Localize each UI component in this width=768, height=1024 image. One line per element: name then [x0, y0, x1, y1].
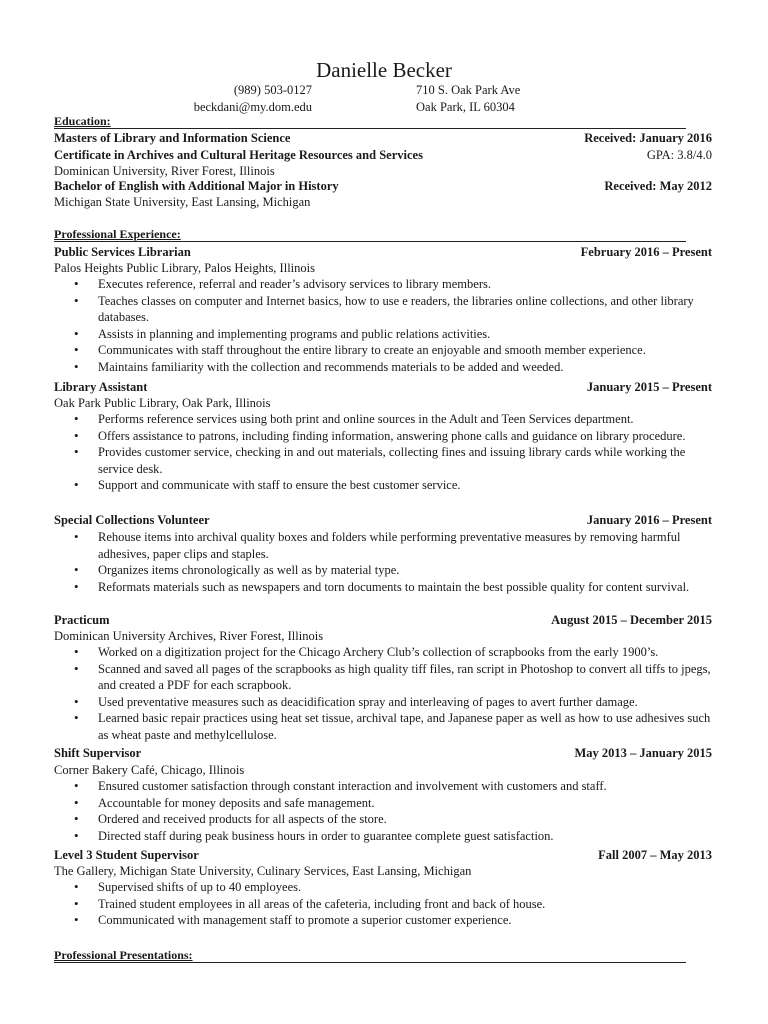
job-header: [54, 612, 712, 628]
school-dominican: Dominican University, River Forest, Illinois: [54, 164, 275, 178]
job-dates: May 2013 – January 2015: [574, 746, 712, 760]
bullet-item: • Provides customer service, checking in and out materials, collecting fines and issuing library cards while working the service desk.: [54, 444, 714, 477]
job-place: Dominican University Archives, River Forest, Illinois: [54, 629, 324, 643]
received-date-bachelor: Received: May 2012: [604, 179, 712, 193]
bullet-item: • Support and communicate with staff to ensure the best customer service.: [54, 477, 714, 494]
bullet-item: • Learned basic repair practices using heat set tissue, archival tape, and Japanese paper as well as how to use adhesives such as wheat paste and methylcellulose.: [54, 710, 714, 743]
bullet-item: • Supervised shifts of up to 40 employees.: [54, 879, 714, 896]
job-bullets: [54, 529, 714, 595]
job-dates: August 2015 – December 2015: [551, 613, 712, 627]
job-header: [54, 512, 712, 528]
job-place: Palos Heights Public Library, Palos Heights, Illinois: [54, 261, 315, 275]
job-place: The Gallery, Michigan State University, Culinary Services, East Lansing, Michigan: [54, 864, 472, 878]
school-msu: Michigan State University, East Lansing, Michigan: [54, 195, 311, 209]
bullet-item: • Assists in planning and implementing programs and public relations activities.: [54, 326, 714, 343]
job-bullets: [54, 276, 714, 376]
bullet-item: • Offers assistance to patrons, including finding information, answering phone calls and guidance on library procedure.: [54, 428, 714, 445]
bullet-item: • Ensured customer satisfaction through constant interaction and involvement with customers and staff.: [54, 778, 714, 795]
phone-number: (989) 503-0127: [233, 83, 312, 97]
bullet-item: • Trained student employees in all areas of the cafeteria, including front and back of house.: [54, 896, 714, 913]
bullet-item: • Scanned and saved all pages of the scrapbooks as high quality tiff files, ran script in Photoshop to convert all tiffs to jpegs, and created a PDF for each scrapbook.: [54, 661, 714, 694]
bullet-item: • Performs reference services using both print and online sources in the Adult and Teen Services department.: [54, 411, 714, 428]
bullet-item: • Accountable for money deposits and safe management.: [54, 795, 714, 812]
job-bullets: [54, 644, 714, 744]
job-place: Corner Bakery Café, Chicago, Illinois: [54, 763, 245, 777]
bullet-item: • Organizes items chronologically as well as by material type.: [54, 562, 714, 579]
presentations-heading: Professional Presentations:: [54, 948, 686, 963]
job-bullets: [54, 879, 714, 929]
job-title: Practicum: [54, 613, 110, 627]
bullet-item: • Communicated with management staff to promote a superior customer experience.: [54, 912, 714, 929]
job-title: Public Services Librarian: [54, 245, 191, 259]
job-dates: Fall 2007 – May 2013: [598, 848, 712, 862]
job-bullets: [54, 411, 714, 494]
job-header: [54, 379, 712, 395]
address-line-2: Oak Park, IL 60304: [416, 100, 515, 114]
candidate-name: Danielle Becker: [316, 58, 452, 82]
job-place: Oak Park Public Library, Oak Park, Illinois: [54, 396, 271, 410]
job-dates: February 2016 – Present: [580, 245, 712, 259]
bullet-item: • Rehouse items into archival quality boxes and folders while performing preventative measures by removing harmful adhesives, paper clips and staples.: [54, 529, 714, 562]
job-title: Special Collections Volunteer: [54, 513, 210, 527]
job-title: Shift Supervisor: [54, 746, 142, 760]
certificate-title: Certificate in Archives and Cultural Heritage Resources and Services: [54, 148, 423, 162]
degree-bachelor: Bachelor of English with Additional Major in History: [54, 179, 339, 193]
job-dates: January 2015 – Present: [586, 380, 712, 394]
bullet-item: • Communicates with staff throughout the entire library to create an enjoyable and smooth member experience.: [54, 342, 714, 359]
bullet-item: • Teaches classes on computer and Internet basics, how to use e readers, the libraries online collections, and other library databases.: [54, 293, 714, 326]
education-heading: Education:: [54, 114, 686, 129]
bullet-item: • Directed staff during peak business hours in order to guarantee complete guest satisfaction.: [54, 828, 714, 845]
received-date-masters: Received: January 2016: [584, 131, 712, 145]
education-row-bachelor: [54, 178, 712, 194]
job-header: [54, 745, 712, 761]
education-row-masters: [54, 130, 712, 146]
job-title: Library Assistant: [54, 380, 148, 394]
email-address: beckdani@my.dom.edu: [193, 100, 312, 114]
job-bullets: [54, 778, 714, 844]
job-header: [54, 847, 712, 863]
education-row-certificate: [54, 147, 712, 163]
degree-masters: Masters of Library and Information Science: [54, 131, 291, 145]
gpa: GPA: 3.8/4.0: [646, 148, 712, 162]
experience-heading: Professional Experience:: [54, 227, 686, 242]
bullet-item: • Ordered and received products for all aspects of the store.: [54, 811, 714, 828]
bullet-item: • Executes reference, referral and reader’s advisory services to library members.: [54, 276, 714, 293]
job-title: Level 3 Student Supervisor: [54, 848, 199, 862]
bullet-item: • Maintains familiarity with the collection and recommends materials to be added and weeded.: [54, 359, 714, 376]
bullet-item: • Worked on a digitization project for the Chicago Archery Club’s collection of scrapbooks from the early 1900’s.: [54, 644, 714, 661]
job-header: [54, 244, 712, 260]
bullet-item: • Reformats materials such as newspapers and torn documents to maintain the best possible quality for content survival.: [54, 579, 714, 596]
address-line-1: 710 S. Oak Park Ave: [416, 83, 521, 97]
bullet-item: • Used preventative measures such as deacidification spray and interleaving of pages to avert further damage.: [54, 694, 714, 711]
job-dates: January 2016 – Present: [586, 513, 712, 527]
